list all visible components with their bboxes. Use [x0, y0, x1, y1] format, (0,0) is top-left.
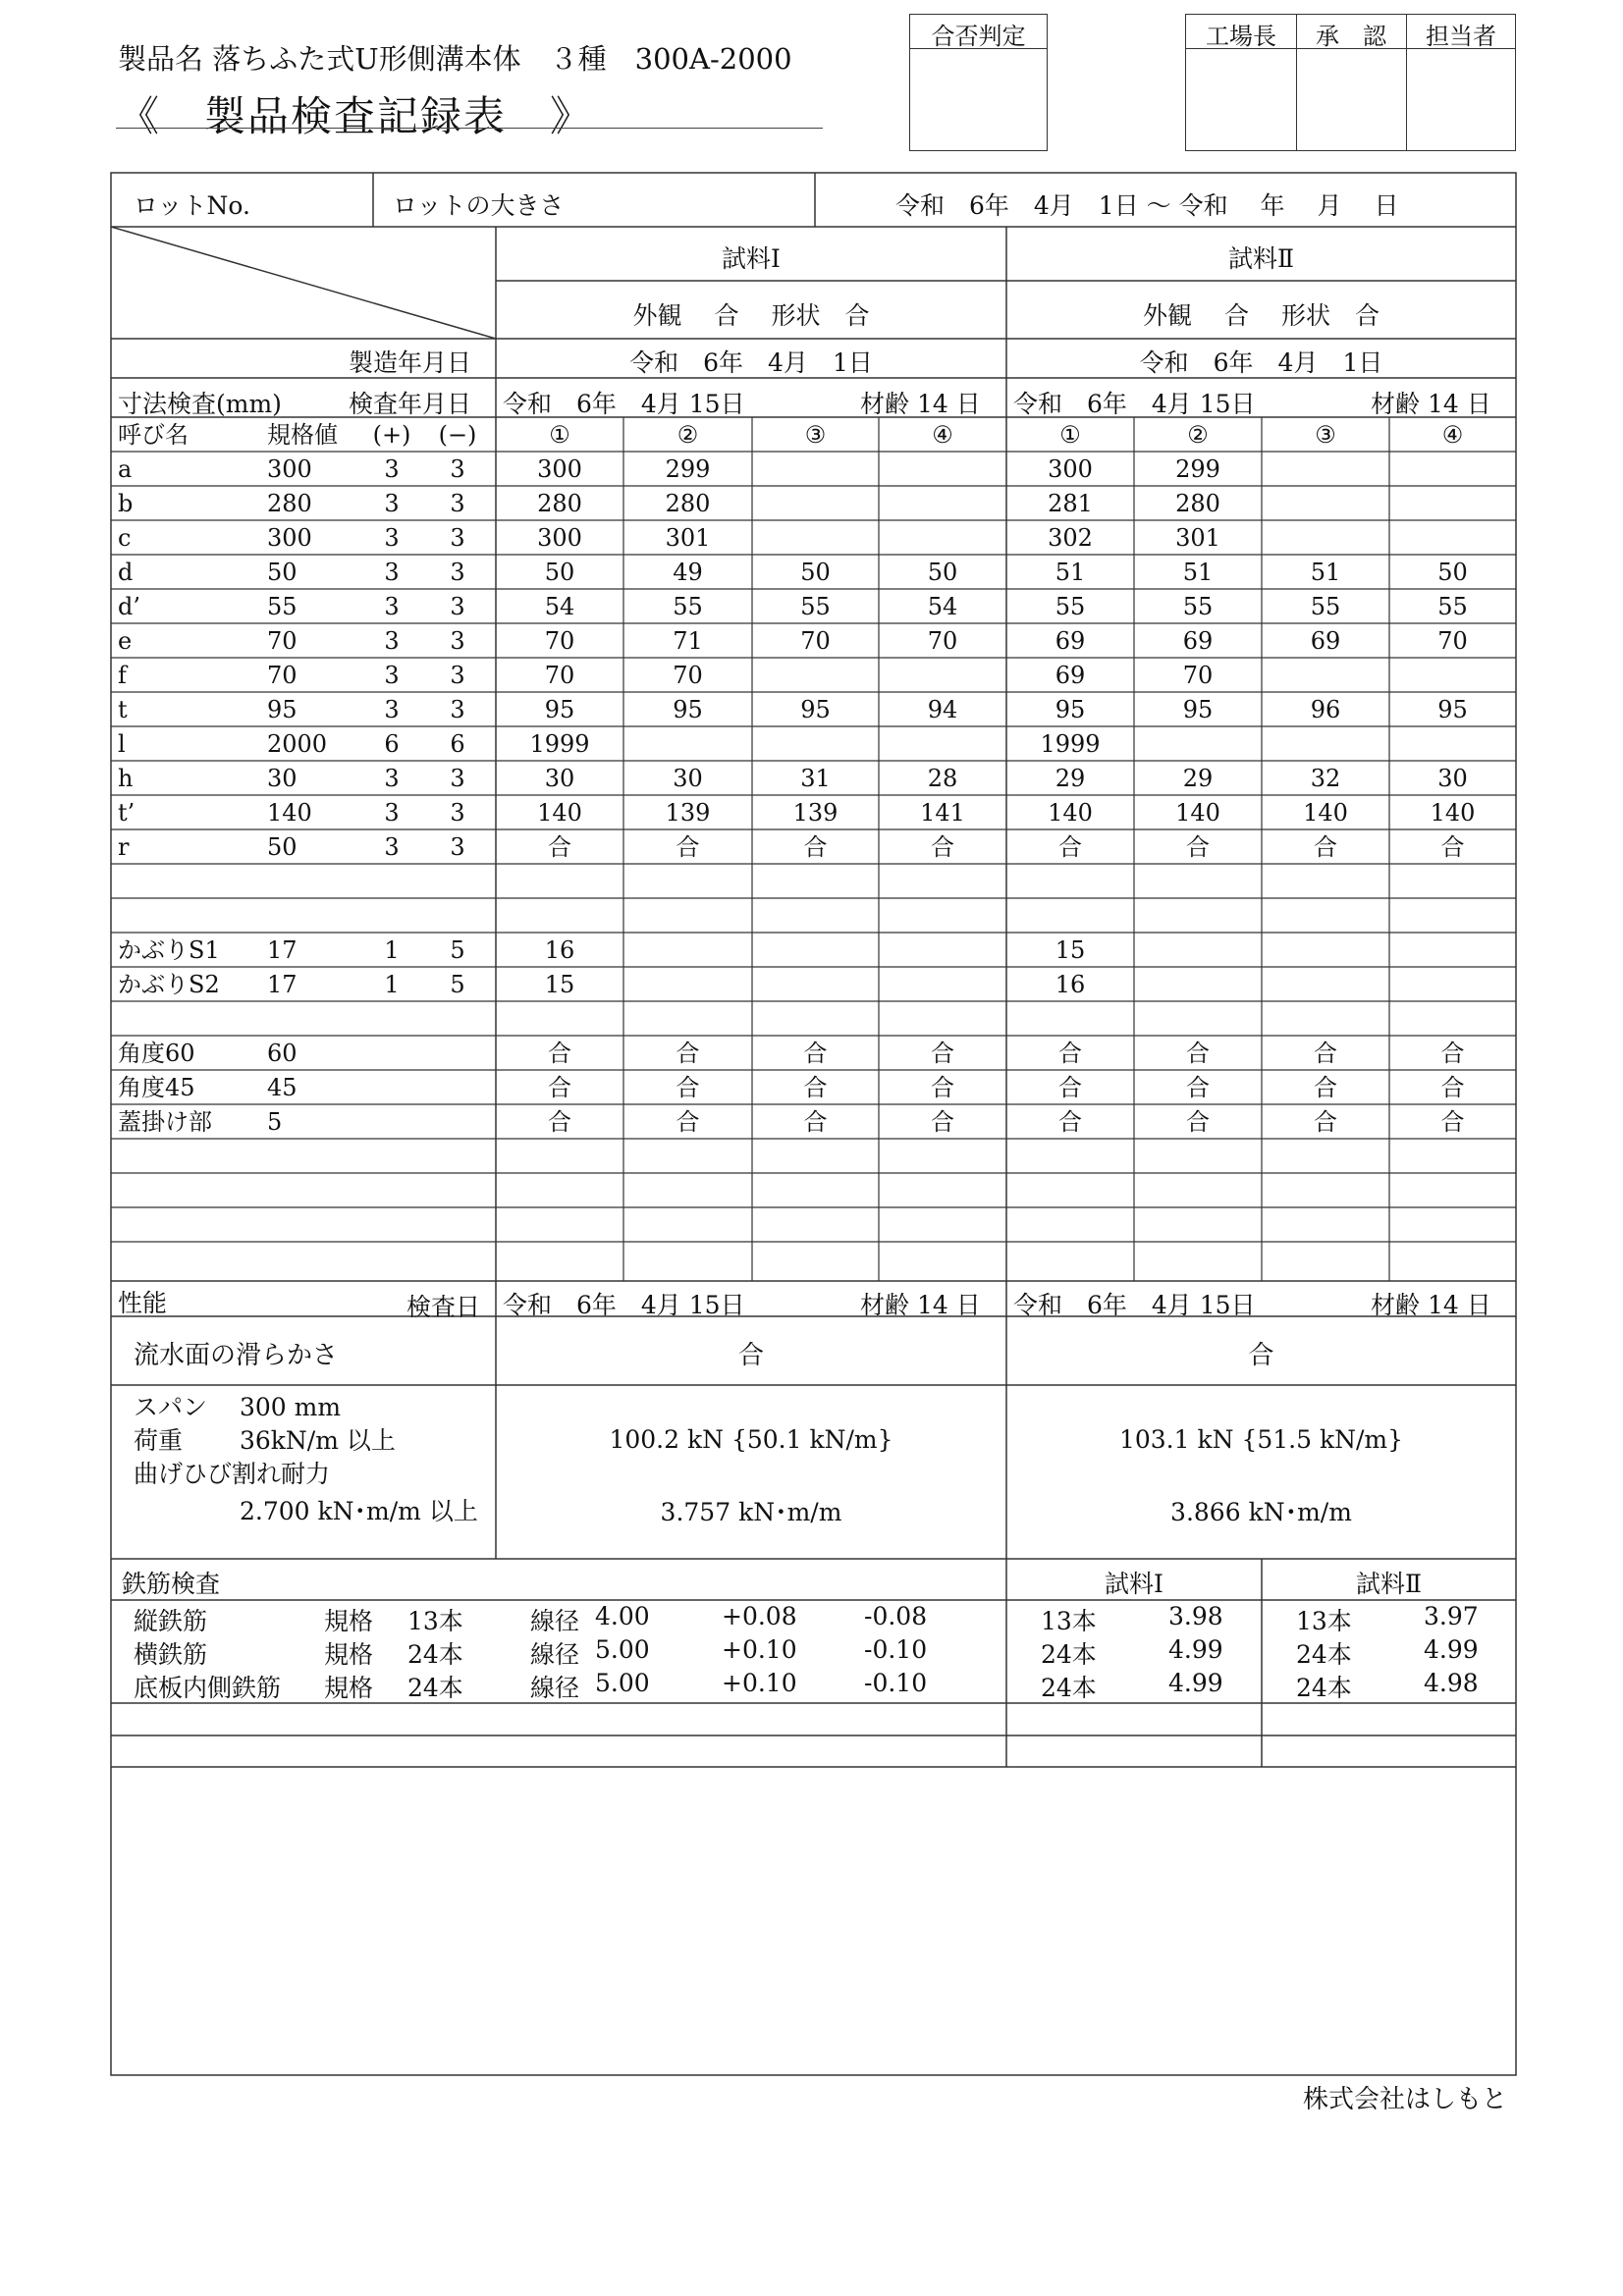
dim-row-value: 51 [1055, 559, 1086, 586]
dim-row-value: 280 [665, 490, 711, 517]
dim-row-spec: 280 [267, 490, 312, 517]
dim-row-plus: 3 [384, 833, 400, 861]
rebar-cell: 規格 [324, 1607, 374, 1635]
dim-row-value: 280 [537, 490, 582, 517]
dim-row-value: 合 [1058, 833, 1082, 861]
dim-row-value: 31 [800, 765, 831, 792]
dim-row-plus: 6 [384, 730, 400, 758]
lot-period: 令和 6年 4月 1日 ～ 令和 年 月 日 [895, 191, 1399, 220]
dim-row-value: 55 [800, 593, 831, 620]
dim-row-plus: 3 [384, 662, 400, 689]
sample-number-header: ① [1059, 421, 1081, 449]
dim-row-value: 合 [1186, 1108, 1210, 1136]
dim-row-name: 蓋掛け部 [118, 1108, 212, 1136]
dim-row-name: かぶりS1 [118, 936, 220, 964]
dim-row-value: 30 [1437, 765, 1468, 792]
dim-row-minus: 5 [450, 971, 465, 998]
dim-row-value: 70 [1437, 627, 1468, 655]
mfg-date-sample1: 令和 6年 4月 1日 [629, 348, 873, 377]
dim-row-minus: 5 [450, 936, 465, 964]
dim-row-value: 95 [800, 696, 831, 723]
dim-row-value: 141 [920, 799, 965, 827]
mfg-date-sample2: 令和 6年 4月 1日 [1139, 348, 1383, 377]
dim-row-spec: 45 [267, 1074, 298, 1101]
dim-row-value: 140 [1048, 799, 1093, 827]
rebar-cell: 4.99 [1168, 1669, 1223, 1697]
perf-date-sample2: 令和 6年 4月 15日 [1013, 1291, 1256, 1319]
dim-row-value: 96 [1310, 696, 1341, 723]
lot-size-label: ロットの大きさ [393, 191, 565, 220]
dim-row-spec: 70 [267, 662, 298, 689]
rebar-cell: 線径 [530, 1607, 580, 1635]
dim-inspection-label: 寸法検査(mm) [118, 390, 282, 418]
dim-row-value: 140 [537, 799, 582, 827]
dim-row-spec: 17 [267, 971, 298, 998]
dim-row-value: 139 [792, 799, 839, 827]
smoothness-sample2: 合 [1248, 1341, 1274, 1370]
rebar-cell: 規格 [324, 1674, 374, 1702]
dim-row-value: 30 [544, 765, 575, 792]
dim-row-value: 1999 [529, 730, 590, 758]
rebar-cell: 24本 [1041, 1640, 1097, 1669]
dim-row-minus: 3 [450, 765, 465, 792]
dim-row-value: 70 [544, 627, 575, 655]
dim-row-value: 合 [1058, 1074, 1082, 1101]
perf-age-sample1: 材齢 14 日 [860, 1291, 981, 1319]
smoothness-sample1: 合 [737, 1341, 764, 1370]
sample-number-header: ② [676, 421, 699, 449]
dim-row-name: d’ [118, 593, 140, 620]
rebar-cell: 3.97 [1424, 1602, 1479, 1630]
rebar-cell: 24本 [407, 1674, 463, 1702]
dim-row-name: a [118, 455, 133, 483]
dim-row-value: 300 [537, 524, 582, 552]
dim-row-value: 55 [1310, 593, 1341, 620]
dim-row-value: 合 [1440, 1108, 1465, 1136]
rebar-cell: 底板内側鉄筋 [134, 1674, 282, 1702]
dim-row-minus: 3 [450, 833, 465, 861]
dim-row-spec: 95 [267, 696, 298, 723]
dim-row-minus: 3 [450, 490, 465, 517]
dim-row-value: 49 [673, 559, 703, 586]
dim-row-value: 合 [1440, 1074, 1465, 1101]
rebar-cell: 規格 [324, 1640, 374, 1669]
sample-number-header: ④ [932, 421, 953, 449]
dim-row-value: 合 [803, 833, 828, 861]
dim-row-name: r [118, 833, 130, 861]
judgment-label: 合否判定 [931, 23, 1026, 50]
dim-row-value: 16 [1055, 971, 1086, 998]
col-name-header: 呼び名 [118, 421, 189, 449]
dim-row-value: 69 [1055, 627, 1086, 655]
dim-row-value: 合 [931, 1108, 954, 1136]
dim-row-minus: 3 [450, 593, 465, 620]
dim-row-spec: 300 [267, 524, 312, 552]
dim-row-spec: 70 [267, 627, 298, 655]
dim-row-plus: 3 [384, 593, 400, 620]
dim-row-value: 55 [1182, 593, 1214, 620]
dim-row-value: 301 [1175, 524, 1220, 552]
rebar-cell: 3.98 [1168, 1602, 1223, 1630]
load-spec: 荷重 36kN/m 以上 [134, 1426, 396, 1455]
product-name: 製品名 落ちふた式U形側溝本体 ３種 300A-2000 [118, 42, 792, 76]
dim-row-spec: 55 [267, 593, 298, 620]
perf-age-sample2: 材齢 14 日 [1371, 1291, 1491, 1319]
dim-row-plus: 3 [384, 559, 400, 586]
rebar-cell: +0.08 [722, 1602, 797, 1630]
dim-row-value: 合 [676, 1074, 700, 1101]
dim-row-plus: 3 [384, 455, 400, 483]
dim-row-name: l [118, 730, 126, 758]
dim-row-value: 69 [1055, 662, 1086, 689]
dim-row-value: 15 [544, 971, 575, 998]
dim-row-plus: 3 [384, 799, 400, 827]
rebar-cell: 5.00 [595, 1669, 650, 1697]
dim-row-value: 合 [676, 833, 700, 861]
dim-date-label: 検査年月日 [349, 390, 472, 418]
dim-row-value: 55 [1437, 593, 1468, 620]
dim-row-value: 合 [1186, 833, 1210, 861]
dim-row-plus: 1 [384, 971, 400, 998]
dim-row-value: 54 [544, 593, 575, 620]
dim-row-value: 69 [1182, 627, 1214, 655]
dim-row-value: 合 [1186, 1074, 1210, 1101]
rebar-cell: 24本 [1041, 1674, 1097, 1702]
rebar-cell: 13本 [1296, 1607, 1352, 1635]
dim-row-value: 合 [548, 1074, 571, 1101]
dim-row-value: 合 [1440, 833, 1465, 861]
dim-row-value: 合 [1314, 1040, 1337, 1067]
rebar-cell: +0.10 [722, 1635, 797, 1664]
dim-row-minus: 3 [450, 799, 465, 827]
dim-row-plus: 3 [384, 765, 400, 792]
dim-row-spec: 17 [267, 936, 298, 964]
dim-row-name: かぶりS2 [118, 971, 220, 998]
dim-row-minus: 3 [450, 559, 465, 586]
dim-row-value: 70 [544, 662, 575, 689]
perf-date-label: 検査日 [406, 1293, 481, 1321]
sample1-header: 試料Ⅰ [722, 244, 781, 273]
span-spec: スパン 300 mm [134, 1393, 342, 1421]
resistance-spec: 2.700 kN･m/m 以上 [240, 1497, 478, 1525]
dim-row-value: 合 [548, 1040, 571, 1067]
dim-row-value: 299 [1175, 455, 1220, 483]
dim-row-spec: 50 [267, 833, 298, 861]
dim-row-value: 70 [673, 662, 703, 689]
dim-row-value: 合 [676, 1108, 700, 1136]
dim-row-value: 合 [1058, 1040, 1082, 1067]
rebar-cell: 13本 [407, 1607, 463, 1635]
col-plus-header: (+) [372, 421, 411, 449]
dim-row-value: 94 [927, 696, 958, 723]
dim-row-name: e [118, 627, 133, 655]
sample-number-header: ② [1187, 421, 1209, 449]
dim-row-value: 合 [931, 1040, 954, 1067]
dim-row-value: 合 [1314, 833, 1337, 861]
dim-date-sample1: 令和 6年 4月 15日 [503, 390, 745, 418]
dim-row-value: 合 [931, 833, 954, 861]
col-minus-header: (−) [438, 421, 477, 449]
rebar-cell: 4.00 [595, 1602, 650, 1630]
rebar-cell: -0.10 [864, 1669, 928, 1697]
dim-row-value: 55 [1055, 593, 1086, 620]
sample1-appearance: 外観 合 形状 合 [632, 301, 870, 330]
dim-row-spec: 30 [267, 765, 298, 792]
smoothness-label: 流水面の滑らかさ [134, 1341, 339, 1370]
lot-no-label: ロットNo. [134, 191, 250, 220]
dim-row-value: 合 [548, 1108, 571, 1136]
dim-row-value: 合 [1440, 1040, 1465, 1067]
dim-age-sample1: 材齢 14 日 [860, 390, 981, 418]
dim-row-name: t’ [118, 799, 135, 827]
dim-row-spec: 2000 [267, 730, 328, 758]
dim-row-value: 95 [1182, 696, 1214, 723]
rebar-cell: 5.00 [595, 1635, 650, 1664]
dim-row-value: 139 [665, 799, 711, 827]
dim-row-minus: 3 [450, 696, 465, 723]
dim-row-spec: 50 [267, 559, 298, 586]
rebar-cell: 13本 [1041, 1607, 1097, 1635]
dim-row-value: 合 [1186, 1040, 1210, 1067]
col-spec-header: 規格値 [267, 421, 338, 449]
dim-row-name: 角度45 [118, 1074, 195, 1101]
dim-row-value: 300 [1048, 455, 1093, 483]
dim-row-value: 51 [1182, 559, 1214, 586]
load-sample1: 100.2 kN {50.1 kN/m} [609, 1425, 893, 1454]
dim-row-value: 16 [544, 936, 575, 964]
rebar-cell: 縦鉄筋 [134, 1607, 208, 1635]
sample2-header: 試料Ⅱ [1228, 244, 1294, 273]
dim-row-value: 70 [1182, 662, 1214, 689]
dim-row-name: 角度60 [118, 1040, 195, 1067]
dim-row-value: 70 [927, 627, 958, 655]
dim-row-spec: 5 [267, 1108, 283, 1136]
dim-row-value: 70 [800, 627, 831, 655]
rebar-cell: -0.08 [864, 1602, 928, 1630]
dim-row-value: 54 [927, 593, 958, 620]
dim-row-value: 合 [676, 1040, 700, 1067]
dim-row-minus: 3 [450, 455, 465, 483]
dim-row-value: 300 [537, 455, 582, 483]
dim-row-value: 1999 [1040, 730, 1101, 758]
dim-row-value: 28 [927, 765, 958, 792]
dim-row-value: 50 [927, 559, 958, 586]
load-sample2: 103.1 kN {51.5 kN/m} [1118, 1425, 1404, 1454]
approval-factory-manager: 工場長 [1206, 23, 1276, 50]
page-title: 《 製品検査記録表 》 [118, 92, 594, 140]
dim-row-value: 合 [803, 1074, 828, 1101]
rebar-cell: -0.10 [864, 1635, 928, 1664]
sample-number-header: ③ [804, 421, 827, 449]
dim-row-value: 302 [1048, 524, 1093, 552]
rebar-sample2-header: 試料Ⅱ [1356, 1570, 1422, 1598]
dim-row-spec: 140 [267, 799, 312, 827]
rebar-cell: 横鉄筋 [134, 1640, 208, 1669]
dim-row-value: 95 [1055, 696, 1086, 723]
rebar-cell: 4.99 [1168, 1635, 1223, 1664]
dim-row-name: h [118, 765, 134, 792]
dim-row-plus: 1 [384, 936, 400, 964]
dim-row-value: 合 [931, 1074, 954, 1101]
dim-row-name: t [118, 696, 128, 723]
company-name: 株式会社はしもと [1302, 2085, 1507, 2114]
dim-age-sample2: 材齢 14 日 [1371, 390, 1491, 418]
resistance-sample1: 3.757 kN･m/m [660, 1498, 842, 1526]
dim-row-value: 合 [1314, 1074, 1337, 1101]
mfg-date-label: 製造年月日 [349, 348, 472, 377]
dim-row-value: 140 [1430, 799, 1476, 827]
rebar-cell: 24本 [407, 1640, 463, 1669]
dim-row-value: 301 [665, 524, 711, 552]
dim-row-value: 30 [673, 765, 703, 792]
dim-row-spec: 60 [267, 1040, 298, 1067]
dim-row-name: f [118, 662, 127, 689]
dim-row-plus: 3 [384, 696, 400, 723]
dim-row-plus: 3 [384, 524, 400, 552]
dim-row-minus: 3 [450, 524, 465, 552]
dim-row-value: 299 [665, 455, 711, 483]
approval-approver: 承 認 [1316, 23, 1386, 50]
dim-row-value: 95 [544, 696, 575, 723]
dim-row-value: 29 [1055, 765, 1086, 792]
dim-row-name: d [118, 559, 134, 586]
dim-row-value: 140 [1175, 799, 1220, 827]
perf-label: 性能 [118, 1289, 168, 1317]
dim-row-minus: 3 [450, 627, 465, 655]
dim-row-spec: 300 [267, 455, 312, 483]
rebar-label: 鉄筋検査 [122, 1570, 221, 1598]
dim-row-value: 32 [1310, 765, 1341, 792]
rebar-cell: 4.99 [1424, 1635, 1479, 1664]
dim-row-value: 合 [803, 1108, 828, 1136]
dim-row-name: c [118, 524, 132, 552]
dim-row-value: 95 [673, 696, 703, 723]
dim-row-value: 合 [548, 833, 571, 861]
dim-row-value: 合 [803, 1040, 828, 1067]
dim-row-value: 51 [1310, 559, 1341, 586]
rebar-sample1-header: 試料Ⅰ [1105, 1570, 1163, 1598]
dim-row-plus: 3 [384, 627, 400, 655]
rebar-cell: 線径 [530, 1674, 580, 1702]
rebar-cell: 4.98 [1424, 1669, 1479, 1697]
sample-number-header: ③ [1315, 421, 1336, 449]
approval-person-in-charge: 担当者 [1426, 23, 1496, 50]
sample2-appearance: 外観 合 形状 合 [1143, 301, 1380, 330]
dim-row-value: 29 [1182, 765, 1214, 792]
perf-date-sample1: 令和 6年 4月 15日 [503, 1291, 745, 1319]
dim-row-value: 69 [1310, 627, 1341, 655]
resistance-sample2: 3.866 kN･m/m [1170, 1498, 1352, 1526]
dim-row-value: 50 [1437, 559, 1468, 586]
dim-row-name: b [118, 490, 134, 517]
rebar-cell: 24本 [1296, 1640, 1352, 1669]
dim-row-value: 合 [1058, 1108, 1082, 1136]
dim-row-value: 55 [673, 593, 703, 620]
dim-row-value: 50 [544, 559, 575, 586]
dim-row-minus: 6 [450, 730, 465, 758]
dim-row-value: 140 [1303, 799, 1348, 827]
dim-row-value: 50 [800, 559, 831, 586]
dim-row-value: 281 [1048, 490, 1093, 517]
rebar-cell: 線径 [530, 1640, 580, 1669]
dim-row-value: 合 [1314, 1108, 1337, 1136]
dim-row-value: 280 [1175, 490, 1220, 517]
dim-row-minus: 3 [450, 662, 465, 689]
dim-row-value: 15 [1055, 936, 1086, 964]
dim-row-plus: 3 [384, 490, 400, 517]
dim-date-sample2: 令和 6年 4月 15日 [1013, 390, 1256, 418]
rebar-cell: +0.10 [722, 1669, 797, 1697]
sample-number-header: ④ [1441, 421, 1464, 449]
sample-number-header: ① [549, 421, 570, 449]
bending-crack-label: 曲げひび割れ耐力 [134, 1460, 331, 1488]
dim-row-value: 95 [1437, 696, 1468, 723]
rebar-cell: 24本 [1296, 1674, 1352, 1702]
dim-row-value: 71 [673, 627, 703, 655]
